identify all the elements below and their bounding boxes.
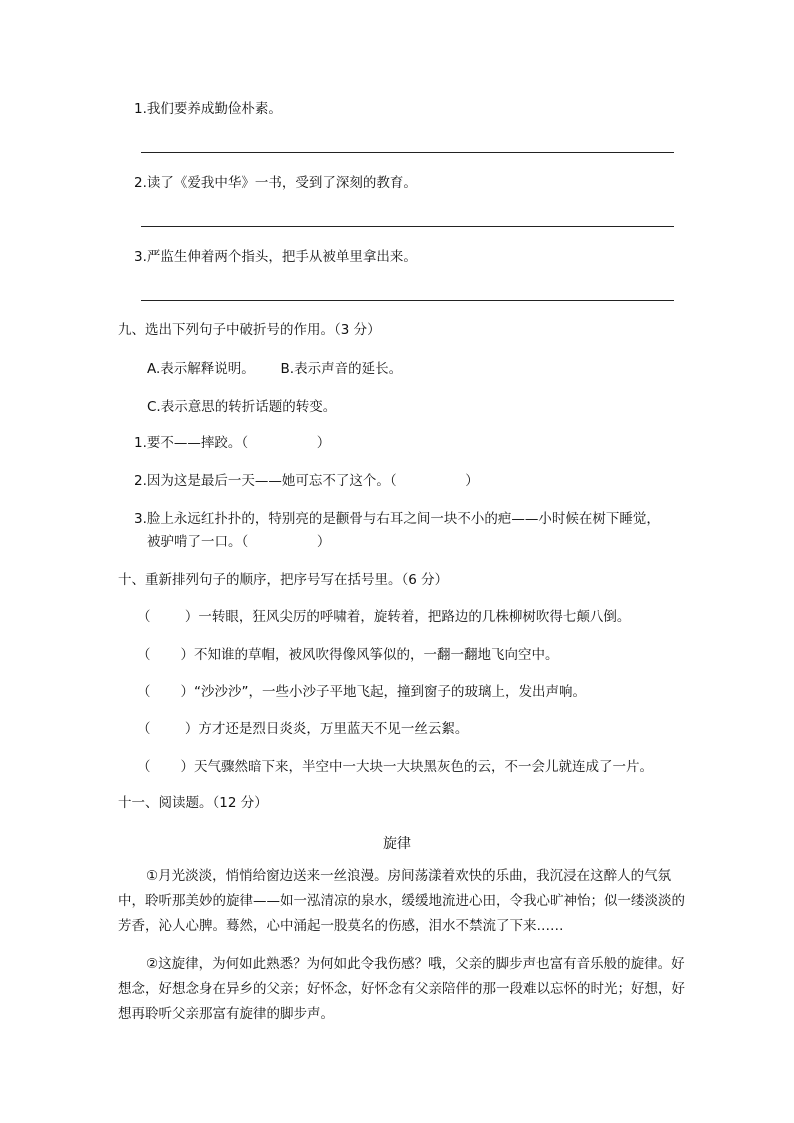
section-9-question-1: 1.要不——摔跤。（ ） — [134, 435, 331, 451]
section-9-options-ab: A.表示解释说明。 B.表示声音的延长。 — [147, 361, 403, 377]
section-9-question-2: 2.因为这是最后一天——她可忘不了这个。（ ） — [134, 473, 479, 489]
section-9-option-c: C.表示意思的转折话题的转变。 — [147, 399, 337, 415]
section-10-item: （ ）方才还是烈日炎炎，万里蓝天不见一丝云絮。 — [137, 721, 469, 737]
rewrite-item-2: 2.读了《爱我中华》一书，受到了深刻的教育。 — [134, 175, 417, 191]
section-9-question-3-line-1: 3.脸上永远红扑扑的，特别亮的是颧骨与右耳之间一块不小的疤——小时候在树下睡觉， — [134, 511, 660, 527]
answer-line-1[interactable] — [141, 152, 674, 153]
passage-title: 旋律 — [383, 836, 411, 852]
section-10-item: （ ）不知谁的草帽，被风吹得像风筝似的，一翻一翻地飞向空中。 — [137, 647, 559, 663]
rewrite-item-1: 1.我们要养成勤俭朴素。 — [134, 101, 282, 117]
section-11-heading: 十一、阅读题。（12 分） — [118, 795, 268, 811]
answer-line-3[interactable] — [141, 300, 674, 301]
section-9-heading: 九、选出下列句子中破折号的作用。（3 分） — [118, 322, 381, 338]
section-10-heading: 十、重新排列句子的顺序，把序号写在括号里。（6 分） — [118, 572, 449, 588]
passage-paragraph-1: ①月光淡淡，悄悄给窗边送来一丝浪漫。房间荡漾着欢快的乐曲，我沉浸在这醉人的气氛中，聆听那美妙的旋律——如一泓清凉的泉水，缓缓地流进心田，令我心旷神怡；似一缕淡淡的芳香，沁人心脾。蓦然，心中涌起一股莫名的伤感，泪水不禁流了下来…… — [118, 868, 685, 934]
section-9-question-3-line-2: 被驴啃了一口。（ ） — [147, 534, 331, 550]
section-10-item: （ ）“沙沙沙”，一些小沙子平地飞起，撞到窗子的玻璃上，发出声响。 — [137, 684, 587, 700]
section-10-item: （ ）一转眼，狂风尖厉的呼啸着，旋转着，把路边的几株柳树吹得七颠八倒。 — [137, 609, 631, 625]
answer-line-2[interactable] — [141, 226, 674, 227]
rewrite-item-3: 3.严监生伸着两个指头，把手从被单里拿出来。 — [134, 249, 417, 265]
section-10-item: （ ）天气骤然暗下来，半空中一大块一大块黑灰色的云，不一会儿就连成了一片。 — [137, 759, 654, 775]
passage-paragraph-2: ②这旋律，为何如此熟悉？为何如此令我伤感？哦，父亲的脚步声也富有音乐般的旋律。好想念，好想念身在异乡的父亲；好怀念，好怀念有父亲陪伴的那一段难以忘怀的时光；好想，好想再聆听父亲那富有旋律的脚步声。 — [118, 956, 685, 1022]
